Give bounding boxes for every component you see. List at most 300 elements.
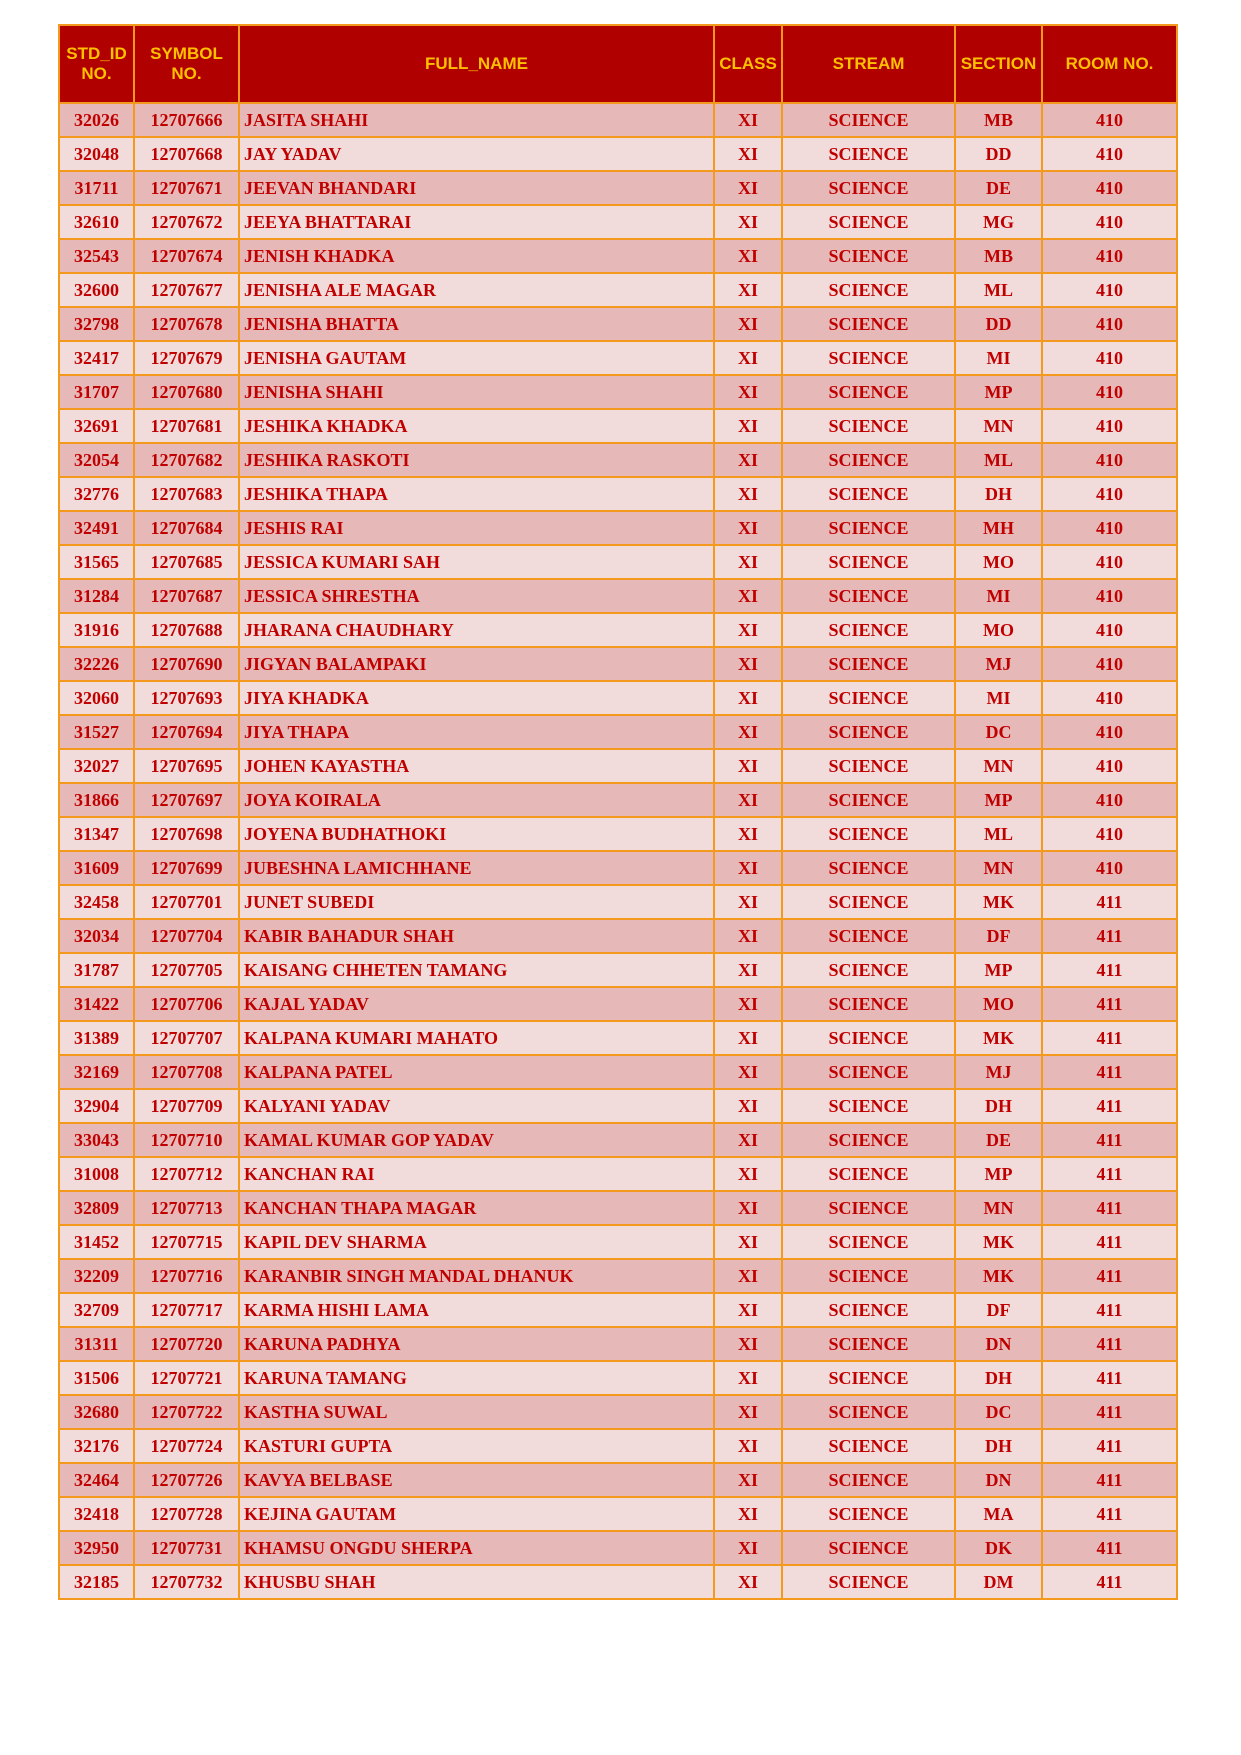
full-name-cell: JESHIKA THAPA — [239, 477, 714, 511]
table-row — [59, 307, 1177, 341]
stream-cell: SCIENCE — [782, 1293, 955, 1327]
stream-cell: SCIENCE — [782, 137, 955, 171]
section-cell: MJ — [955, 1055, 1042, 1089]
class-cell: XI — [714, 1191, 782, 1225]
room-no-cell: 411 — [1042, 1021, 1177, 1055]
std-id-cell: 31452 — [59, 1225, 134, 1259]
table-row — [59, 1531, 1177, 1565]
std-id-cell: 32185 — [59, 1565, 134, 1599]
section-cell: DK — [955, 1531, 1042, 1565]
stream-cell: SCIENCE — [782, 1259, 955, 1293]
stream-cell: SCIENCE — [782, 171, 955, 205]
stream-cell: SCIENCE — [782, 783, 955, 817]
std-id-cell: 32417 — [59, 341, 134, 375]
section-cell: MB — [955, 103, 1042, 137]
class-cell: XI — [714, 341, 782, 375]
full-name-cell: KAPIL DEV SHARMA — [239, 1225, 714, 1259]
symbol-no-cell: 12707684 — [134, 511, 239, 545]
section-cell: DC — [955, 1395, 1042, 1429]
class-cell: XI — [714, 647, 782, 681]
room-no-cell: 410 — [1042, 171, 1177, 205]
stream-cell: SCIENCE — [782, 1225, 955, 1259]
stream-cell: SCIENCE — [782, 1089, 955, 1123]
section-cell: MK — [955, 885, 1042, 919]
stream-cell: SCIENCE — [782, 919, 955, 953]
header-stream: STREAM — [782, 25, 955, 103]
table-row — [59, 885, 1177, 919]
section-cell: DN — [955, 1327, 1042, 1361]
section-cell: MG — [955, 205, 1042, 239]
stream-cell: SCIENCE — [782, 545, 955, 579]
room-no-cell: 410 — [1042, 851, 1177, 885]
section-cell: DE — [955, 1123, 1042, 1157]
full-name-cell: JEEVAN BHANDARI — [239, 171, 714, 205]
std-id-cell: 32060 — [59, 681, 134, 715]
full-name-cell: KAMAL KUMAR GOP YADAV — [239, 1123, 714, 1157]
room-no-cell: 410 — [1042, 681, 1177, 715]
table-row — [59, 1157, 1177, 1191]
std-id-cell: 32798 — [59, 307, 134, 341]
table-row — [59, 817, 1177, 851]
table-row — [59, 1055, 1177, 1089]
symbol-no-cell: 12707690 — [134, 647, 239, 681]
section-cell: MO — [955, 545, 1042, 579]
full-name-cell: JENISHA SHAHI — [239, 375, 714, 409]
stream-cell: SCIENCE — [782, 1395, 955, 1429]
full-name-cell: JENISHA GAUTAM — [239, 341, 714, 375]
section-cell: MI — [955, 579, 1042, 613]
section-cell: MB — [955, 239, 1042, 273]
stream-cell: SCIENCE — [782, 1327, 955, 1361]
std-id-cell: 32027 — [59, 749, 134, 783]
class-cell: XI — [714, 783, 782, 817]
class-cell: XI — [714, 749, 782, 783]
section-cell: ML — [955, 817, 1042, 851]
symbol-no-cell: 12707724 — [134, 1429, 239, 1463]
full-name-cell: JENISH KHADKA — [239, 239, 714, 273]
stream-cell: SCIENCE — [782, 239, 955, 273]
symbol-no-cell: 12707715 — [134, 1225, 239, 1259]
class-cell: XI — [714, 171, 782, 205]
stream-cell: SCIENCE — [782, 477, 955, 511]
stream-cell: SCIENCE — [782, 1361, 955, 1395]
table-row — [59, 1327, 1177, 1361]
room-no-cell: 411 — [1042, 1531, 1177, 1565]
stream-cell: SCIENCE — [782, 885, 955, 919]
symbol-no-cell: 12707687 — [134, 579, 239, 613]
room-no-cell: 410 — [1042, 375, 1177, 409]
symbol-no-cell: 12707728 — [134, 1497, 239, 1531]
full-name-cell: JHARANA CHAUDHARY — [239, 613, 714, 647]
class-cell: XI — [714, 1327, 782, 1361]
room-no-cell: 411 — [1042, 1157, 1177, 1191]
stream-cell: SCIENCE — [782, 1429, 955, 1463]
stream-cell: SCIENCE — [782, 307, 955, 341]
room-no-cell: 411 — [1042, 1191, 1177, 1225]
symbol-no-cell: 12707679 — [134, 341, 239, 375]
table-row — [59, 919, 1177, 953]
stream-cell: SCIENCE — [782, 1531, 955, 1565]
std-id-cell: 32776 — [59, 477, 134, 511]
table-row — [59, 137, 1177, 171]
table-row — [59, 409, 1177, 443]
full-name-cell: KALYANI YADAV — [239, 1089, 714, 1123]
room-no-cell: 410 — [1042, 443, 1177, 477]
std-id-cell: 32543 — [59, 239, 134, 273]
section-cell: MK — [955, 1021, 1042, 1055]
symbol-no-cell: 12707720 — [134, 1327, 239, 1361]
section-cell: MO — [955, 987, 1042, 1021]
table-row — [59, 103, 1177, 137]
table-row — [59, 1021, 1177, 1055]
stream-cell: SCIENCE — [782, 341, 955, 375]
table-row — [59, 749, 1177, 783]
room-no-cell: 410 — [1042, 239, 1177, 273]
symbol-no-cell: 12707732 — [134, 1565, 239, 1599]
room-no-cell: 410 — [1042, 137, 1177, 171]
section-cell: ML — [955, 443, 1042, 477]
symbol-no-cell: 12707683 — [134, 477, 239, 511]
room-no-cell: 411 — [1042, 1089, 1177, 1123]
class-cell: XI — [714, 443, 782, 477]
section-cell: DF — [955, 1293, 1042, 1327]
full-name-cell: KANCHAN RAI — [239, 1157, 714, 1191]
symbol-no-cell: 12707671 — [134, 171, 239, 205]
full-name-cell: KARMA HISHI LAMA — [239, 1293, 714, 1327]
class-cell: XI — [714, 1157, 782, 1191]
symbol-no-cell: 12707705 — [134, 953, 239, 987]
stream-cell: SCIENCE — [782, 953, 955, 987]
room-no-cell: 411 — [1042, 1497, 1177, 1531]
room-no-cell: 411 — [1042, 1327, 1177, 1361]
table-row — [59, 1429, 1177, 1463]
room-no-cell: 410 — [1042, 477, 1177, 511]
room-no-cell: 410 — [1042, 579, 1177, 613]
stream-cell: SCIENCE — [782, 817, 955, 851]
class-cell: XI — [714, 1089, 782, 1123]
section-cell: DH — [955, 1089, 1042, 1123]
room-no-cell: 411 — [1042, 1463, 1177, 1497]
room-no-cell: 410 — [1042, 817, 1177, 851]
section-cell: MK — [955, 1259, 1042, 1293]
stream-cell: SCIENCE — [782, 1055, 955, 1089]
full-name-cell: KALPANA KUMARI MAHATO — [239, 1021, 714, 1055]
full-name-cell: JASITA SHAHI — [239, 103, 714, 137]
std-id-cell: 31707 — [59, 375, 134, 409]
section-cell: DM — [955, 1565, 1042, 1599]
stream-cell: SCIENCE — [782, 579, 955, 613]
full-name-cell: KHUSBU SHAH — [239, 1565, 714, 1599]
std-id-cell: 31389 — [59, 1021, 134, 1055]
class-cell: XI — [714, 409, 782, 443]
room-no-cell: 411 — [1042, 1361, 1177, 1395]
room-no-cell: 411 — [1042, 1259, 1177, 1293]
room-no-cell: 411 — [1042, 919, 1177, 953]
std-id-cell: 32054 — [59, 443, 134, 477]
section-cell: DD — [955, 307, 1042, 341]
section-cell: DD — [955, 137, 1042, 171]
header-room-no: ROOM NO. — [1042, 25, 1177, 103]
table-row — [59, 1497, 1177, 1531]
symbol-no-cell: 12707677 — [134, 273, 239, 307]
full-name-cell: JESHIKA RASKOTI — [239, 443, 714, 477]
table-row — [59, 1293, 1177, 1327]
section-cell: MI — [955, 341, 1042, 375]
symbol-no-cell: 12707698 — [134, 817, 239, 851]
std-id-cell: 31711 — [59, 171, 134, 205]
stream-cell: SCIENCE — [782, 103, 955, 137]
class-cell: XI — [714, 1531, 782, 1565]
room-no-cell: 410 — [1042, 273, 1177, 307]
section-cell: MK — [955, 1225, 1042, 1259]
class-cell: XI — [714, 885, 782, 919]
table-row — [59, 171, 1177, 205]
table-row — [59, 443, 1177, 477]
table-row — [59, 1089, 1177, 1123]
stream-cell: SCIENCE — [782, 1497, 955, 1531]
full-name-cell: KAJAL YADAV — [239, 987, 714, 1021]
full-name-cell: JOHEN KAYASTHA — [239, 749, 714, 783]
room-no-cell: 411 — [1042, 1123, 1177, 1157]
full-name-cell: JIGYAN BALAMPAKI — [239, 647, 714, 681]
std-id-cell: 32026 — [59, 103, 134, 137]
room-no-cell: 410 — [1042, 341, 1177, 375]
table-row — [59, 1259, 1177, 1293]
class-cell: XI — [714, 1021, 782, 1055]
table-row — [59, 273, 1177, 307]
symbol-no-cell: 12707685 — [134, 545, 239, 579]
section-cell: MJ — [955, 647, 1042, 681]
class-cell: XI — [714, 987, 782, 1021]
stream-cell: SCIENCE — [782, 443, 955, 477]
class-cell: XI — [714, 1225, 782, 1259]
table-row — [59, 987, 1177, 1021]
class-cell: XI — [714, 307, 782, 341]
class-cell: XI — [714, 1055, 782, 1089]
section-cell: MP — [955, 1157, 1042, 1191]
table-row — [59, 1191, 1177, 1225]
symbol-no-cell: 12707726 — [134, 1463, 239, 1497]
symbol-no-cell: 12707697 — [134, 783, 239, 817]
room-no-cell: 410 — [1042, 647, 1177, 681]
class-cell: XI — [714, 1497, 782, 1531]
table-body — [59, 103, 1177, 1599]
full-name-cell: KALPANA PATEL — [239, 1055, 714, 1089]
std-id-cell: 32904 — [59, 1089, 134, 1123]
symbol-no-cell: 12707706 — [134, 987, 239, 1021]
table-row — [59, 613, 1177, 647]
class-cell: XI — [714, 1259, 782, 1293]
room-no-cell: 410 — [1042, 783, 1177, 817]
table-row — [59, 341, 1177, 375]
table-row — [59, 783, 1177, 817]
table-row — [59, 1463, 1177, 1497]
full-name-cell: KAISANG CHHETEN TAMANG — [239, 953, 714, 987]
class-cell: XI — [714, 511, 782, 545]
table-row — [59, 477, 1177, 511]
header-symbol-no: SYMBOL NO. — [134, 25, 239, 103]
full-name-cell: KARANBIR SINGH MANDAL DHANUK — [239, 1259, 714, 1293]
section-cell: DH — [955, 1361, 1042, 1395]
class-cell: XI — [714, 137, 782, 171]
symbol-no-cell: 12707709 — [134, 1089, 239, 1123]
stream-cell: SCIENCE — [782, 715, 955, 749]
full-name-cell: JESSICA KUMARI SAH — [239, 545, 714, 579]
section-cell: MP — [955, 783, 1042, 817]
full-name-cell: JUNET SUBEDI — [239, 885, 714, 919]
table-row — [59, 545, 1177, 579]
section-cell: MP — [955, 375, 1042, 409]
table-row — [59, 851, 1177, 885]
stream-cell: SCIENCE — [782, 1157, 955, 1191]
stream-cell: SCIENCE — [782, 1123, 955, 1157]
std-id-cell: 32600 — [59, 273, 134, 307]
std-id-cell: 32680 — [59, 1395, 134, 1429]
full-name-cell: JENISHA BHATTA — [239, 307, 714, 341]
section-cell: MN — [955, 409, 1042, 443]
stream-cell: SCIENCE — [782, 511, 955, 545]
std-id-cell: 32950 — [59, 1531, 134, 1565]
symbol-no-cell: 12707701 — [134, 885, 239, 919]
header-std-id: STD_ID NO. — [59, 25, 134, 103]
stream-cell: SCIENCE — [782, 375, 955, 409]
std-id-cell: 32176 — [59, 1429, 134, 1463]
class-cell: XI — [714, 1463, 782, 1497]
class-cell: XI — [714, 545, 782, 579]
stream-cell: SCIENCE — [782, 851, 955, 885]
stream-cell: SCIENCE — [782, 273, 955, 307]
stream-cell: SCIENCE — [782, 1463, 955, 1497]
room-no-cell: 411 — [1042, 1225, 1177, 1259]
room-no-cell: 410 — [1042, 715, 1177, 749]
symbol-no-cell: 12707694 — [134, 715, 239, 749]
std-id-cell: 32464 — [59, 1463, 134, 1497]
room-no-cell: 410 — [1042, 409, 1177, 443]
room-no-cell: 410 — [1042, 749, 1177, 783]
section-cell: DE — [955, 171, 1042, 205]
stream-cell: SCIENCE — [782, 647, 955, 681]
section-cell: DF — [955, 919, 1042, 953]
symbol-no-cell: 12707708 — [134, 1055, 239, 1089]
section-cell: ML — [955, 273, 1042, 307]
stream-cell: SCIENCE — [782, 205, 955, 239]
room-no-cell: 410 — [1042, 205, 1177, 239]
std-id-cell: 32491 — [59, 511, 134, 545]
section-cell: DC — [955, 715, 1042, 749]
symbol-no-cell: 12707704 — [134, 919, 239, 953]
full-name-cell: KARUNA PADHYA — [239, 1327, 714, 1361]
header-section: SECTION — [955, 25, 1042, 103]
room-no-cell: 411 — [1042, 1395, 1177, 1429]
stream-cell: SCIENCE — [782, 1565, 955, 1599]
class-cell: XI — [714, 817, 782, 851]
section-cell: MO — [955, 613, 1042, 647]
std-id-cell: 31527 — [59, 715, 134, 749]
std-id-cell: 31787 — [59, 953, 134, 987]
symbol-no-cell: 12707707 — [134, 1021, 239, 1055]
std-id-cell: 31565 — [59, 545, 134, 579]
full-name-cell: KHAMSU ONGDU SHERPA — [239, 1531, 714, 1565]
full-name-cell: JENISHA ALE MAGAR — [239, 273, 714, 307]
class-cell: XI — [714, 1123, 782, 1157]
room-no-cell: 411 — [1042, 1565, 1177, 1599]
student-room-table — [58, 24, 1178, 1600]
stream-cell: SCIENCE — [782, 1021, 955, 1055]
std-id-cell: 32418 — [59, 1497, 134, 1531]
table-row — [59, 511, 1177, 545]
room-no-cell: 410 — [1042, 103, 1177, 137]
symbol-no-cell: 12707716 — [134, 1259, 239, 1293]
table-row — [59, 1225, 1177, 1259]
symbol-no-cell: 12707678 — [134, 307, 239, 341]
section-cell: MI — [955, 681, 1042, 715]
header-row — [59, 25, 1177, 103]
symbol-no-cell: 12707666 — [134, 103, 239, 137]
symbol-no-cell: 12707680 — [134, 375, 239, 409]
stream-cell: SCIENCE — [782, 613, 955, 647]
table-row — [59, 681, 1177, 715]
table-row — [59, 715, 1177, 749]
symbol-no-cell: 12707713 — [134, 1191, 239, 1225]
full-name-cell: JOYENA BUDHATHOKI — [239, 817, 714, 851]
std-id-cell: 32709 — [59, 1293, 134, 1327]
full-name-cell: JESHIS RAI — [239, 511, 714, 545]
class-cell: XI — [714, 103, 782, 137]
class-cell: XI — [714, 681, 782, 715]
room-no-cell: 411 — [1042, 1055, 1177, 1089]
symbol-no-cell: 12707717 — [134, 1293, 239, 1327]
section-cell: MN — [955, 851, 1042, 885]
std-id-cell: 31866 — [59, 783, 134, 817]
room-no-cell: 411 — [1042, 1429, 1177, 1463]
std-id-cell: 32809 — [59, 1191, 134, 1225]
section-cell: MN — [955, 749, 1042, 783]
std-id-cell: 31347 — [59, 817, 134, 851]
table-row — [59, 647, 1177, 681]
class-cell: XI — [714, 851, 782, 885]
class-cell: XI — [714, 1361, 782, 1395]
stream-cell: SCIENCE — [782, 749, 955, 783]
header-full-name: FULL_NAME — [239, 25, 714, 103]
room-no-cell: 411 — [1042, 953, 1177, 987]
stream-cell: SCIENCE — [782, 681, 955, 715]
symbol-no-cell: 12707712 — [134, 1157, 239, 1191]
std-id-cell: 33043 — [59, 1123, 134, 1157]
std-id-cell: 31284 — [59, 579, 134, 613]
class-cell: XI — [714, 715, 782, 749]
std-id-cell: 31609 — [59, 851, 134, 885]
room-no-cell: 410 — [1042, 545, 1177, 579]
class-cell: XI — [714, 239, 782, 273]
full-name-cell: KEJINA GAUTAM — [239, 1497, 714, 1531]
full-name-cell: JIYA KHADKA — [239, 681, 714, 715]
class-cell: XI — [714, 1293, 782, 1327]
full-name-cell: KANCHAN THAPA MAGAR — [239, 1191, 714, 1225]
full-name-cell: JEEYA BHATTARAI — [239, 205, 714, 239]
class-cell: XI — [714, 919, 782, 953]
class-cell: XI — [714, 579, 782, 613]
table-row — [59, 239, 1177, 273]
section-cell: MN — [955, 1191, 1042, 1225]
symbol-no-cell: 12707731 — [134, 1531, 239, 1565]
full-name-cell: JESSICA SHRESTHA — [239, 579, 714, 613]
symbol-no-cell: 12707668 — [134, 137, 239, 171]
std-id-cell: 32048 — [59, 137, 134, 171]
symbol-no-cell: 12707710 — [134, 1123, 239, 1157]
table-row — [59, 1361, 1177, 1395]
section-cell: MH — [955, 511, 1042, 545]
symbol-no-cell: 12707672 — [134, 205, 239, 239]
